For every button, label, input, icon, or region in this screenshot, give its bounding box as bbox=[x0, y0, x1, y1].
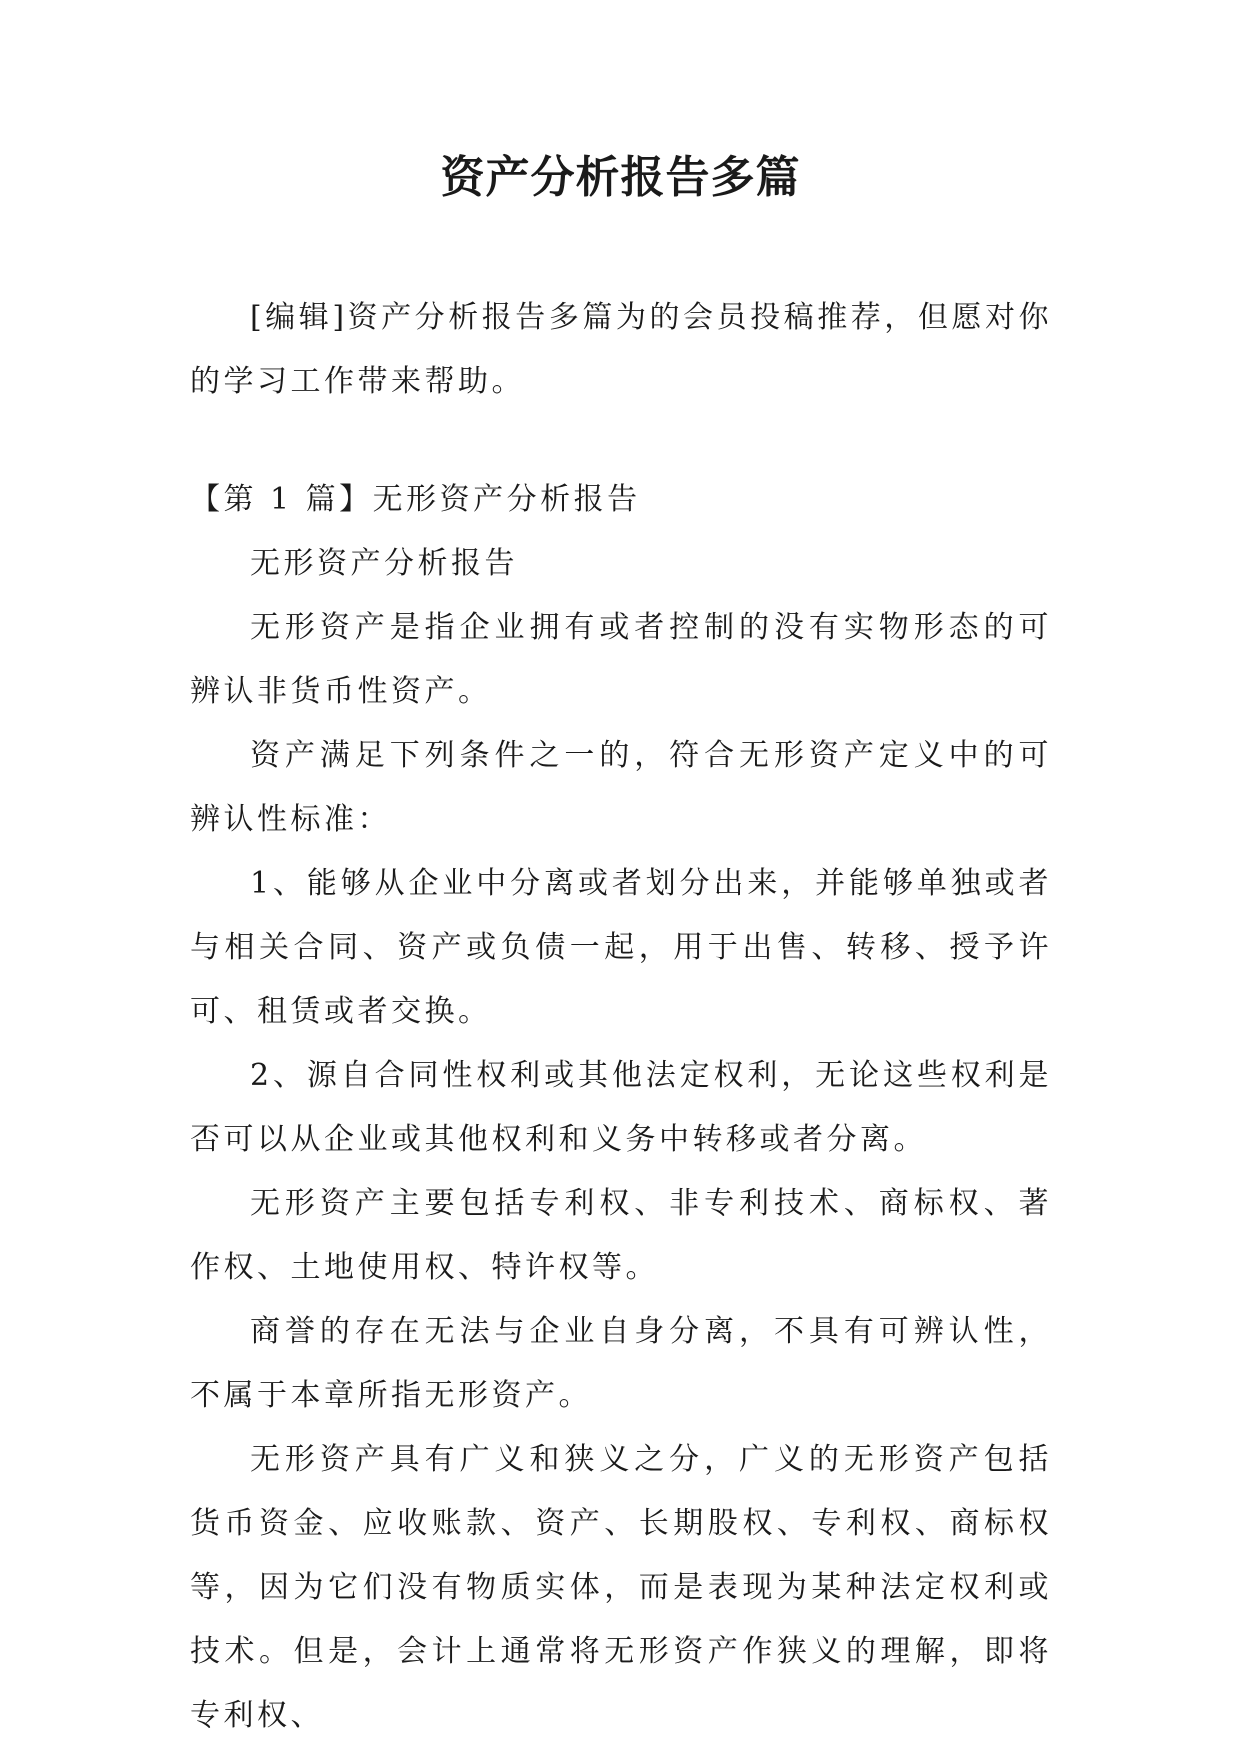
document-title: 资产分析报告多篇 bbox=[440, 152, 801, 203]
paragraph: 资产满足下列条件之一的，符合无形资产定义中的可辨认性标准： bbox=[190, 738, 1052, 837]
document-body bbox=[190, 286, 1052, 1748]
intro-paragraph: [编辑]资产分析报告多篇为的会员投稿推荐，但愿对你的学习工作带来帮助。 bbox=[190, 300, 1052, 399]
paragraph: 无形资产具有广义和狭义之分，广义的无形资产包括货币资金、应收账款、资产、长期股权、专利权、商标权等，因为它们没有物质实体，而是表现为某种法定权利或技术。但是，会计上通常将无形资产作狭义的理解，即将专利权、 bbox=[190, 1442, 1052, 1733]
paragraph: 无形资产主要包括专利权、非专利技术、商标权、著作权、土地使用权、特许权等。 bbox=[190, 1186, 1052, 1285]
paragraph: 商誉的存在无法与企业自身分离，不具有可辨认性，不属于本章所指无形资产。 bbox=[190, 1314, 1052, 1413]
paragraph: 1、能够从企业中分离或者划分出来，并能够单独或者与相关合同、资产或负债一起，用于出售、转移、授予许可、租赁或者交换。 bbox=[190, 866, 1052, 1029]
paragraph: 无形资产分析报告 bbox=[250, 546, 518, 581]
paragraph: 无形资产是指企业拥有或者控制的没有实物形态的可辨认非货币性资产。 bbox=[190, 610, 1052, 709]
paragraph: 2、源自合同性权利或其他法定权利，无论这些权利是否可以从企业或其他权利和义务中转移或者分离。 bbox=[190, 1058, 1052, 1157]
section-heading: 【第 1 篇】无形资产分析报告 bbox=[190, 482, 641, 517]
